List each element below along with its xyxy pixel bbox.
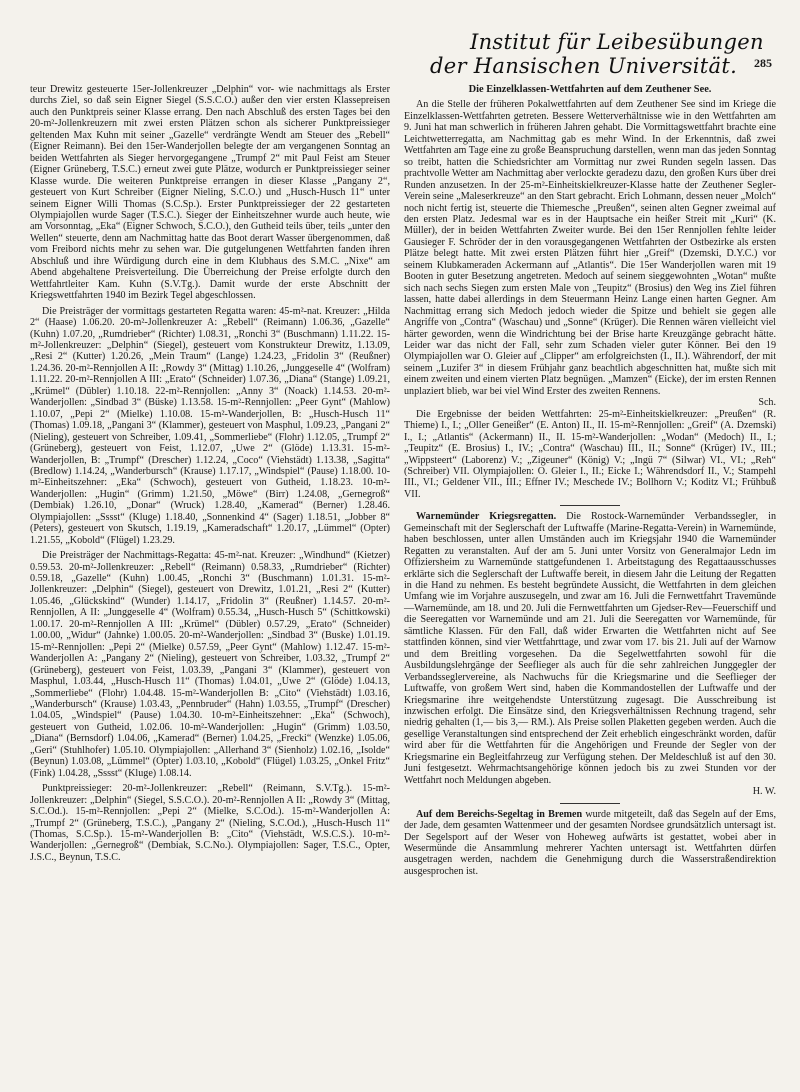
tegel-report-paragraph: teur Drewitz gesteuerte 15er-Jollenkreuzer „Delphin“ vor- wie nachmittags als Erster durchs Ziel, so daß sein Eigner Siegel (S.S.C.O.) außer den vier ersten Klassepreisen auch den Punktpreis seiner Klasse errang. Den nach Abschluß des ersten Tages bei den 20-m²-Jollenkreuzern mit zwei ersten Plätzen schon als sicherer Punktpreissieger geltenden Max Kuhn mit seiner „Gazelle“ verdrängte Wendt am Steuer des „Rebell“ (Eigner Reimann). Bei den 15er-Wanderjollen belegte der am vergangenen Sonntag an beiden Wettfahrten als Sieger hervorgegangene „Trumpf 2“ mit Paul Feist am Steuer (Eigner Grüneberg, T.S.C.) erneut zwei gute Plätze, wodurch er Punktpreissieger seiner Klasse wurde. Die weiteren Punktpreise errangen in dieser Klasse „Pangany 2“, gesteuert von Kurt Schreiber (Eigner Nieling, S.C.O.) und „Husch-Husch 11“ unter seinem Eigner Willi Thomas (S.C.Sp.). Erster Punktpreissieger der 22 gestarteten Olympiajollen wurde Sager (T.S.C.). Sieger der Einheitszehner wurde auch heute, wie am Vorsonntag, „Eka“ (Eigner Schwoch, S.C.O.), den Gutheid teils über, teils „unter den Wellen“ steuerte, denn am Nachmittag hatte das Boot derart Wasser übergenommen, daß vom Freibord nichts mehr zu sehen war. Die gutgelungenen Wettfahrten fanden ihren Abschluß und ihre Würdigung durch eine in dem Klubhaus des S.M.C. „Nixe“ am Abend abgehaltene Preisverteilung. Die Überreichung der Preise erfolgte durch den Wettfahrtleiter Kam. Kuhn (S.V.Tg.). Damit wurde der erste Abschnitt der Kriegswettfahrten 1940 im Bezirk Tegel abgeschlossen.: [30, 84, 390, 302]
points-winners-paragraph: Punktpreissieger: 20-m²-Jollenkreuzer: „Rebell“ (Reimann, S.V.Tg.). 15-m²-Jollenkreuzer: „Delphin“ (Siegel, S.S.C.O.). 20-m²-Rennjollen A II: „Rowdy 3“ (Mittag, S.C.Od.). 15-m²-Rennjollen: „Pepi 2“ (Mielke, S.C.Od.). 15-m²-Wanderjollen A: „Trumpf 2“ (Grüneberg, T.S.C.), „Pangany 2“ (Nieling, S.C.Od.), „Husch-Husch 11“ (Thomas, S.C.Sp.). 15-m²-Wanderjollen B: „Cito“ (Viehstädt, W.S.C.S.). 10-m²-Wanderjollen: „Gernegroß“ (Dembiak, S.C.No.). Olympiajollen: Sager, T.S.C., Opter, J.S.C., Beynun, T.S.C.: [30, 783, 390, 863]
zeuthen-results-paragraph: Die Ergebnisse der beiden Wettfahrten: 25-m²-Einheitskielkreuzer: „Preußen“ (R. Thieme) I., I.; „Oller Geneißer“ (E. Anton) II., II. 15-m²-Rennjollen: „Greif“ (A. Dzemski) I., I.; „Atlantis“ (Ackermann) II., II. 15-m²-Wanderjollen: „Wodan“ (Medoch) II., I.; „Teupitz“ (E. Brosius) I., IV.; „Contra“ (Waschau) III., II.; Sonne“ (Krüger) IV., III.; „Wippsteert“ (Laborenz) V.; „Zigeuner“ (König) V.; „Ingü 7“ (Silwar) VI., VI.; „Reh“ (Schreiber) VII. Olympiajollen: O. Gleier I., II.; Eicke I.; Währendsdorf II., V.; Stampehl III., VI.; Geldener VII., III.; Effner IV.; Meschede IV.; Bollhorn V.; Koditz VI.; Frühbuß VII.: [404, 408, 776, 500]
zeuthen-signature: Sch.: [758, 397, 776, 409]
page-number: 285: [754, 56, 772, 70]
zeuthen-section-title: Die Einzelklassen-Wettfahrten auf dem Zeuthener See.: [468, 84, 712, 95]
section-divider: [560, 505, 620, 506]
afternoon-results-paragraph: Die Preisträger der Nachmittags-Regatta: 45-m²-nat. Kreuzer: „Windhund“ (Kietzer) 0.59.53. 20-m²-Jollenkreuzer: „Rebell“ (Reimann) 0.58.33, „Rumdrieber“ (Richter) 0.59.18, „Gazelle“ (Kuhn) 1.00.45, „Ronchi 3“ (Buschmann) 1.01.31. 15-m²-Jollenkreuzer: „Delphin“ (Siegel), gesteuert von Drewitz, 1.01.21, „Resi 2“ (Kutter) 1.05.46, „Glückskind“ (Wunder) 1.14.17, „Fridolin 3“ (Reußner) 1.14.57. 20-m²-Rennjollen, A II: „Junggeselle 4“ (Wolfram) 0.55.34, „Husch-Husch 5“ (Schittkowski) 1.00.17. 20-m²-Rennjollen A III: „Krümel“ (Dübler) 0.57.29, „Erato“ (Schneider) 1.00.00, „Widur“ (Jahnke) 1.00.05. 20-m²-Wanderjollen: „Sindbad 3“ (Buske) 1.01.19. 15-m²-Rennjollen: „Pepi 2“ (Mielke) 0.57.59, „Peer Gynt“ (Mahlow) 1.12.47. 15-m²-Wanderjollen A: „Pangany 2“ (Nieling), gesteuert von Schreiber, 1.03.32, „Trumpf 2“ (Grüneberg), gesteuert von Feist, 1.03.39, „Pangani 3“ (Klammer), gesteuert von Masphul, 1.03.44, „Husch-Husch 11“ (Thomas) 1.04.01, „Uwe 2“ (Glöde) 1.04.13, „Sommerliebe“ (Flohr) 1.04.48. 15-m²-Wanderjollen B: „Cito“ (Viehstädt) 1.03.16, „Wanderbursch“ (Krause) 1.03.43, „Pennbruder“ (Hahn) 1.03.55, „Trumpf“ (Drescher) 1.04.05, „Windspiel“ (Pause) 1.04.30. 10-m²-Einheitszehner: „Eka“ (Schwoch), gesteuert von Gutheid, 1.02.06. 10-m²-Wanderjollen: „Hugin“ (Grimm) 1.03.50, „Diana“ (Bernsdorf) 1.04.06, „Kamerad“ (Berner) 1.04.25, „Frecki“ (Wenzke) 1.05.06, „Geri“ (Stuhlhofer) 1.05.10. Olympiajollen: „Allerhand 3“ (Sienholz) 1.02.16, „Isolde“ (Beynun) 1.03.08, „Lümmel“ (Opter) 1.03.10, „Kobold“ (Flügel) 1.03.25, „Onkel Fritz“ (Fink) 1.04.28, „Sssst“ (Kluge) 1.08.14.: [30, 550, 390, 779]
bremen-paragraph: [404, 809, 776, 878]
bremen-lead: Auf dem Bereichs-Segeltag in Bremen: [416, 808, 583, 820]
section-divider: [560, 803, 620, 804]
left-column: [30, 84, 390, 863]
morning-results-paragraph: Die Preisträger der vormittags gestarteten Regatta waren: 45-m²-nat. Kreuzer: „Hilda 2“ (Haase) 1.06.20. 20-m²-Jollenkreuzer A: „Rebell“ (Reimann) 1.06.36, „Gazelle“ (Kuhn) 1.07.20, „Rumdrieber“ (Richter) 1.08.31, „Ronchi 3“ (Buschmann) 1.11.22. 15-m²-Jollenkreuzer: „Delphin“ (Siegel), gesteuert vom Konstrukteur Drewitz, 1.13.09, „Resi 2“ (Kutter) 1.20.26, „Mein Traum“ (Lange) 1.24.23, „Fridolin 3“ (Reußner) 1.24.36. 20-m²-Rennjollen A II: „Rowdy 3“ (Mittag) 1.10.26, „Junggeselle 4“ (Wolfram) 1.11.22. 20-m²-Rennjollen A III: „Erato“ (Schneider) 1.07.36, „Diana“ (Stange) 1.09.21, „Krümel“ (Dübler) 1.10.18. 22-m²-Rennjollen: „Anny 3“ (Noack) 1.14.53. 20-m²-Wanderjollen: „Sindbad 3“ (Büske) 1.13.58. 15-m²-Rennjollen: „Peer Gynt“ (Mahlow) 1.10.07, „Pepi 2“ (Mielke) 1.10.08. 15-m²-Wanderjollen, B: „Husch-Husch 11“ (Thomas) 1.09.18, „Pangani 3“ (Klammer), gesteuert von Masphul, 1.09.23, „Pangani 2“ (Nieling), gesteuert von Schreiber, 1.09.41, „Sommerliebe“ (Flohr) 1.12.05, „Trumpf 2“ (Grüneberg), gesteuert von Feist, 1.12.07, „Uwe 2“ (Glöde) 1.13.31. 15-m²-Wanderjollen, B: „Trumpf“ (Drescher) 1.12.24, „Coco“ (Viehstädt) 1.13.38, „Sagitta“ (Bredlow) 1.14.24, „Wanderbursch“ (Krause) 1.17.17, „Windspiel“ (Pause) 1.18.00. 10-m²-Einheitszehner: „Eka“ (Schwoch), gesteuert von Gutheid, 1.18.23. 10-m²-Wanderjollen: „Hugin“ (Grimm) 1.21.50, „Möwe“ (Birr) 1.24.08, „Gernegroß“ (Dembiak) 1.26.10, „Donar“ (Wruck) 1.28.40, „Kamerad“ (Berner) 1.28.46. Olympiajollen: „Sssst“ (Kluge) 1.18.40, „Sonnenkind 4“ (Sager) 1.18.51, „Jobber 8“ (Peters), gesteuert von Skutsch, 1.19.19, „Kameradschaft“ 1.20.17, „Lümmel“ (Opter) 1.21.55, „Kobold“ (Flügel) 1.23.29.: [30, 305, 390, 546]
warnemuende-lead: Warnemünder Kriegsregatten.: [416, 511, 557, 523]
warnemuende-body: Die Rostock-Warnemünder Verbandssegler, in Gemeinschaft mit der Seglerschaft der Luftwaffe (Marine-Regatta-Verein) in Warnemünde, haben beschlossen, unter allen Umständen auch im Kriegsjahr 1940 die Warnemünder Regatten zu veranstalten. Auf der am 5. Juni unter Vorsitz von Generalmajor Ledn im Offiziersheim zu Warnemünde stattgefundenen 1. Arbeitstagung des Regattaausschusses erklärte sich die Seglerschaft der Luftwaffe bereit, in diesem Jahr die Leitung der Regatten in die Hand zu nehmen. Es besteht begründete Aussicht, die Wettfahrten in dem gleichen Umfang wie im Vorjahre auszusegeln, und zwar am 16. Juli die Fernwettfahrt Travemünde—Warnemünde, am 18. und 20. Juli die Fernwettfahrten um Gjedser-Rev—Feuerschiff und die Seeregatten vor Warnemünde und am 21. Juli die Seeregatten vor Warnemünde, für sämtliche Klassen. Für den Fall, daß wider Erwarten die Wettfahrten nicht auf See stattfinden können, sind vier Wettfahrttage, und zwar vom 17. bis 21. Juli auf der Warnow und dem Breitling vorgesehen. Da die Segelwettfahrten sowohl für die Ausbildungslehrgänge der Seeflieger als auch für die sehr zahlreichen Junggegler der Verbandsseglervereine, als Nachwuchs für die Kriegsmarine und die Seeflieger der Luftwaffe, von großem Wert sind, haben die Kommandostellen der Luftwaffe und der Kriegsmarine ihre weitgehendste Unterstützung zugesagt. Die Ausschreibung ist inzwischen erfolgt. Die Einsätze sind, den Kriegsverhältnissen Rechnung tragend, sehr niedrig gehalten (1,— bis 3,— RM.). Als Preise sollen Plaketten gegeben werden. Auch die gesellige Veranstaltungen sind entsprechend der Zeit erheblich eingeschränkt worden, dafür wird aber für die Wettfahrten für die Angehörigen und Freunde der Segler von der Kriegsmarine ein Begleitfahrzeug zur Verfügung stehen. Der Meldeschluß ist auf den 30. Juni festgesetzt. Wehrmachtsangehörige können jedoch bis zu zwei Stunden vor der Wettfahrt noch Meldungen abgeben.: [404, 511, 777, 786]
zeuthen-report-paragraph: An die Stelle der früheren Pokalwettfahrten auf dem Zeuthener See sind im Kriege die Einzelklassen-Wettfahrten getreten. Bessere Wetterverhältnisse wie in den Wettfahrten am 9. Juni hat man schwerlich in früheren Jahren gehabt. Die Vormittagswettfahrt brachte eine Leichtwetterregatta, am Nachmittag gab es mehr Wind. In der Erkenntnis, daß zwei Wettfahrten am Tage eine zu große Beanspruchung darstellen, wenn man das jeden Sonntag so treibt, hatten die Schiedsrichter am Vormittag nur zwei Runden segeln lassen. Das prachtvolle Wetter am Nachmittag aber verlockte geradezu dazu, den großen Kurs über drei Runden anzusetzen. In der 25-m²-Einheitskielkreuzer-Klasse hatte der Zeuthener Segler-Verein seine „Maleserkreuze“ an den Start gebracht. Erich Lohmann, dessen neuer „Molch“ noch nicht fertig ist, steuerte die Thiemesche „Preußen“, seinen alten Gegner zweimal auf den ersten Platz. Jedesmal war es in der Hauptsache ein heißer Streit mit „Kuri“ (K. Müller), der in beiden Wettfahrten Zweiter wurde. Bei den 15er Rennjollen fehlte leider Gausieger F. Schröder der in den vorausgegangenen Wettfahrten der Ostbezirke als ersten Plätze belegt hatte. Mit zwei ersten Plätzen führt hier „Greif“ (Dzemski, D.Y.C.) vor seinem Klubkameraden Ackermann auf „Atlantis“. Die 15er Wanderjollen waren mit 19 Booten in guter Besetzung angetreten. Medoch auf seinem sieggewohnten „Wotan“ mußte sich nach sechs Siegen zum ersten Male von „Teupitz“ (Brosius) den Weg ins Ziel führen lassen, hatte dabei allerdings in dem Steuermann Heinz Lange einen harten Gegner. Am Nachmittag errang sich Medoch jedoch wieder die Spitze und behielt sie gegen alle Angriffe von „Contra“ (Waschau) und „Sonne“ (Krüger). Die Rennen wären vielleicht viel härter geworden, wenn die Windrichtung bei der Brise harte Kreuzgänge gebracht hätte. Leider war das nicht der Fall, sehr zum Schaden vieler guter Könner. Bei den 19 Olympiajollen war O. Gleier auf „Clipper“ am erfolgreichsten (I., II.). Währendorf, der mit seinem „Luzifer 3“ in diesem Frühjahr ganz beachtlich abgeschnitten hat, mußte sich mit einem zweiten und einem vierten Platz begnügen. „Mamzen“ (Eicke), der im ersten Rennen unplaziert blieb, war bei viel Wind Erster des zweiten Rennens.: [404, 99, 776, 397]
institute-stamp-line-1: Institut für Leibesübungen: [470, 30, 764, 54]
right-column: [404, 84, 776, 877]
warnemuende-signature: H. W.: [752, 786, 776, 798]
institute-stamp-line-2: der Hansischen Universität.: [430, 54, 738, 78]
bremen-body: wurde mitgeteilt, daß das Segeln auf der Ems, der Jade, dem gesamten Wattenmeer und der gesamten Nordsee grundsätzlich untersagt ist. Der Segelsport auf der Weser von Hoheweg aufwärts ist gestattet, wobei aber in Wesermünde die Ansammlung mehrerer Yachten untersagt ist. Wettfahrten dürfen ausgetragen werden, nachdem die Genehmigung durch die Wasserstraßendirektion ausgesprochen ist.: [404, 808, 776, 877]
page-header: [0, 30, 800, 82]
warnemuende-paragraph: [404, 511, 776, 786]
